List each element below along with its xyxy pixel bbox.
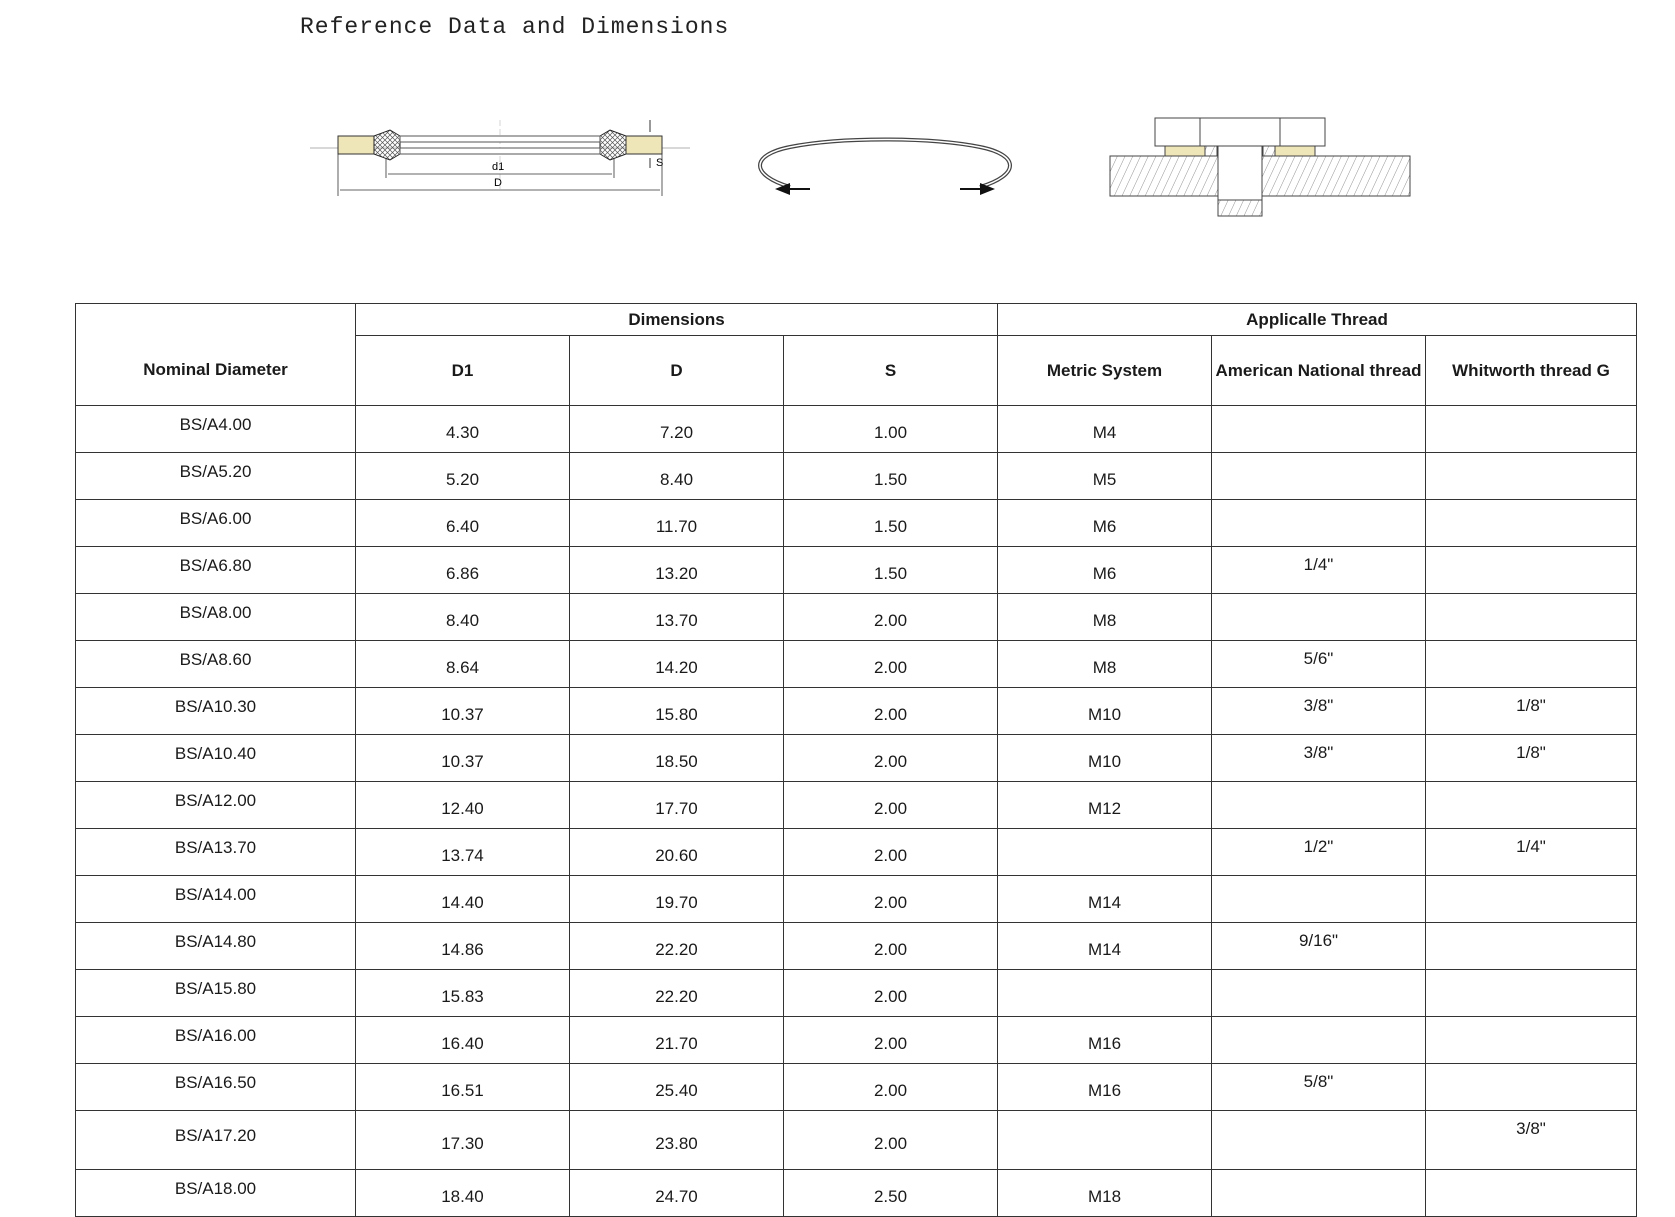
cell-d1: 13.74 [356, 829, 570, 876]
cell-whitworth [1426, 1064, 1637, 1111]
cell-metric: M18 [998, 1170, 1212, 1217]
cell-nominal: BS/A6.80 [76, 547, 356, 594]
cell-whitworth: 1/4" [1426, 829, 1637, 876]
cell-nominal: BS/A14.00 [76, 876, 356, 923]
cell-s: 2.00 [784, 829, 998, 876]
cell-nominal: BS/A8.00 [76, 594, 356, 641]
cell-whitworth [1426, 876, 1637, 923]
cell-d: 25.40 [570, 1064, 784, 1111]
cell-nominal: BS/A15.80 [76, 970, 356, 1017]
cell-s: 2.50 [784, 1170, 998, 1217]
cell-s: 2.00 [784, 970, 998, 1017]
cell-d: 13.70 [570, 594, 784, 641]
cell-nominal: BS/A18.00 [76, 1170, 356, 1217]
cell-d1: 6.40 [356, 500, 570, 547]
cell-nominal: BS/A12.00 [76, 782, 356, 829]
nominal-diameter-header: Nominal Diameter [76, 304, 356, 406]
cell-s: 2.00 [784, 1017, 998, 1064]
table-row [76, 547, 1637, 594]
cell-s: 2.00 [784, 735, 998, 782]
cell-d1: 17.30 [356, 1111, 570, 1170]
cell-american: 5/8" [1212, 1064, 1426, 1111]
cell-d: 17.70 [570, 782, 784, 829]
table-row [76, 876, 1637, 923]
col-metric-header: Metric System [998, 336, 1212, 406]
cell-metric: M6 [998, 547, 1212, 594]
table-row [76, 594, 1637, 641]
cell-d: 18.50 [570, 735, 784, 782]
cell-d1: 16.51 [356, 1064, 570, 1111]
cell-american [1212, 1170, 1426, 1217]
cell-nominal: BS/A8.60 [76, 641, 356, 688]
dimensions-header: Dimensions [356, 304, 998, 336]
cell-d1: 16.40 [356, 1017, 570, 1064]
cell-metric: M10 [998, 735, 1212, 782]
cell-s: 2.00 [784, 782, 998, 829]
cell-whitworth [1426, 594, 1637, 641]
cell-nominal: BS/A13.70 [76, 829, 356, 876]
cell-american [1212, 782, 1426, 829]
cell-metric: M4 [998, 406, 1212, 453]
cell-d1: 4.30 [356, 406, 570, 453]
table-row [76, 1170, 1637, 1217]
cell-d: 13.20 [570, 547, 784, 594]
cell-american: 9/16" [1212, 923, 1426, 970]
cell-american [1212, 876, 1426, 923]
cell-nominal: BS/A5.20 [76, 453, 356, 500]
col-american-header: American National thread [1212, 336, 1426, 406]
cell-metric: M14 [998, 876, 1212, 923]
bolt-assembly-figure [1100, 110, 1420, 230]
cell-d1: 10.37 [356, 735, 570, 782]
cell-whitworth [1426, 1017, 1637, 1064]
cell-s: 2.00 [784, 1064, 998, 1111]
cell-whitworth [1426, 406, 1637, 453]
cell-metric: M14 [998, 923, 1212, 970]
cell-s: 2.00 [784, 641, 998, 688]
cell-american [1212, 453, 1426, 500]
table-row [76, 829, 1637, 876]
cell-nominal: BS/A14.80 [76, 923, 356, 970]
cell-metric: M10 [998, 688, 1212, 735]
cell-american [1212, 594, 1426, 641]
cell-metric: M12 [998, 782, 1212, 829]
cell-whitworth [1426, 970, 1637, 1017]
cell-d: 24.70 [570, 1170, 784, 1217]
cell-s: 2.00 [784, 688, 998, 735]
cell-nominal: BS/A17.20 [76, 1111, 356, 1170]
cell-nominal: BS/A10.30 [76, 688, 356, 735]
cell-american: 3/8" [1212, 735, 1426, 782]
table-row [76, 453, 1637, 500]
applicable-thread-header: Applicalle Thread [998, 304, 1637, 336]
cell-whitworth [1426, 641, 1637, 688]
cell-s: 2.00 [784, 923, 998, 970]
cell-d1: 10.37 [356, 688, 570, 735]
cell-metric: M16 [998, 1064, 1212, 1111]
washer-section-figure [300, 100, 700, 220]
cell-nominal: BS/A16.00 [76, 1017, 356, 1064]
reference-table [75, 303, 1637, 1217]
table-row [76, 1064, 1637, 1111]
cell-whitworth [1426, 782, 1637, 829]
cell-whitworth: 1/8" [1426, 688, 1637, 735]
cell-metric [998, 970, 1212, 1017]
cell-whitworth: 1/8" [1426, 735, 1637, 782]
cell-d: 15.80 [570, 688, 784, 735]
cell-nominal: BS/A10.40 [76, 735, 356, 782]
cell-s: 1.50 [784, 500, 998, 547]
cell-metric [998, 829, 1212, 876]
cell-metric: M8 [998, 594, 1212, 641]
cell-nominal: BS/A6.00 [76, 500, 356, 547]
cell-american: 5/6" [1212, 641, 1426, 688]
cell-d: 11.70 [570, 500, 784, 547]
cell-d1: 18.40 [356, 1170, 570, 1217]
cell-american [1212, 1111, 1426, 1170]
page-title: Reference Data and Dimensions [300, 14, 730, 40]
cell-metric [998, 1111, 1212, 1170]
cell-d1: 14.86 [356, 923, 570, 970]
cell-s: 1.50 [784, 453, 998, 500]
table-row [76, 782, 1637, 829]
cell-american [1212, 406, 1426, 453]
table-row [76, 406, 1637, 453]
d1-dim-label: d1 [492, 161, 505, 173]
ring-flex-figure [730, 125, 1040, 225]
table-row [76, 735, 1637, 782]
s-dim-label: S [656, 157, 664, 169]
cell-d: 22.20 [570, 970, 784, 1017]
cell-whitworth [1426, 923, 1637, 970]
cell-d: 8.40 [570, 453, 784, 500]
cell-metric: M8 [998, 641, 1212, 688]
cell-metric: M16 [998, 1017, 1212, 1064]
col-d1-header: D1 [356, 336, 570, 406]
table-row [76, 1111, 1637, 1170]
cell-whitworth [1426, 500, 1637, 547]
table-row [76, 500, 1637, 547]
cell-whitworth [1426, 453, 1637, 500]
table-row [76, 923, 1637, 970]
cell-metric: M6 [998, 500, 1212, 547]
table-row [76, 1017, 1637, 1064]
cell-american: 1/2" [1212, 829, 1426, 876]
cell-american [1212, 500, 1426, 547]
cell-whitworth [1426, 1170, 1637, 1217]
cell-american [1212, 1017, 1426, 1064]
cell-metric: M5 [998, 453, 1212, 500]
table-body [76, 406, 1637, 1217]
cell-d1: 14.40 [356, 876, 570, 923]
cell-s: 1.00 [784, 406, 998, 453]
cell-d: 23.80 [570, 1111, 784, 1170]
col-s-header: S [784, 336, 998, 406]
col-d-header: D [570, 336, 784, 406]
cell-s: 1.50 [784, 547, 998, 594]
cell-d: 14.20 [570, 641, 784, 688]
cell-d: 22.20 [570, 923, 784, 970]
cell-american: 1/4" [1212, 547, 1426, 594]
cell-american [1212, 970, 1426, 1017]
cell-d1: 12.40 [356, 782, 570, 829]
cell-d1: 6.86 [356, 547, 570, 594]
table-row [76, 688, 1637, 735]
cell-d1: 8.40 [356, 594, 570, 641]
cell-whitworth [1426, 547, 1637, 594]
cell-d: 21.70 [570, 1017, 784, 1064]
cell-s: 2.00 [784, 876, 998, 923]
cell-d: 19.70 [570, 876, 784, 923]
cell-d: 7.20 [570, 406, 784, 453]
cell-d1: 8.64 [356, 641, 570, 688]
cell-s: 2.00 [784, 594, 998, 641]
cell-american: 3/8" [1212, 688, 1426, 735]
cell-nominal: BS/A16.50 [76, 1064, 356, 1111]
d-dim-label: D [494, 177, 502, 189]
cell-s: 2.00 [784, 1111, 998, 1170]
table-row [76, 970, 1637, 1017]
cell-nominal: BS/A4.00 [76, 406, 356, 453]
cell-whitworth: 3/8" [1426, 1111, 1637, 1170]
col-whitworth-header: Whitworth thread G [1426, 336, 1637, 406]
cell-d: 20.60 [570, 829, 784, 876]
cell-d1: 5.20 [356, 453, 570, 500]
table-row [76, 641, 1637, 688]
cell-d1: 15.83 [356, 970, 570, 1017]
